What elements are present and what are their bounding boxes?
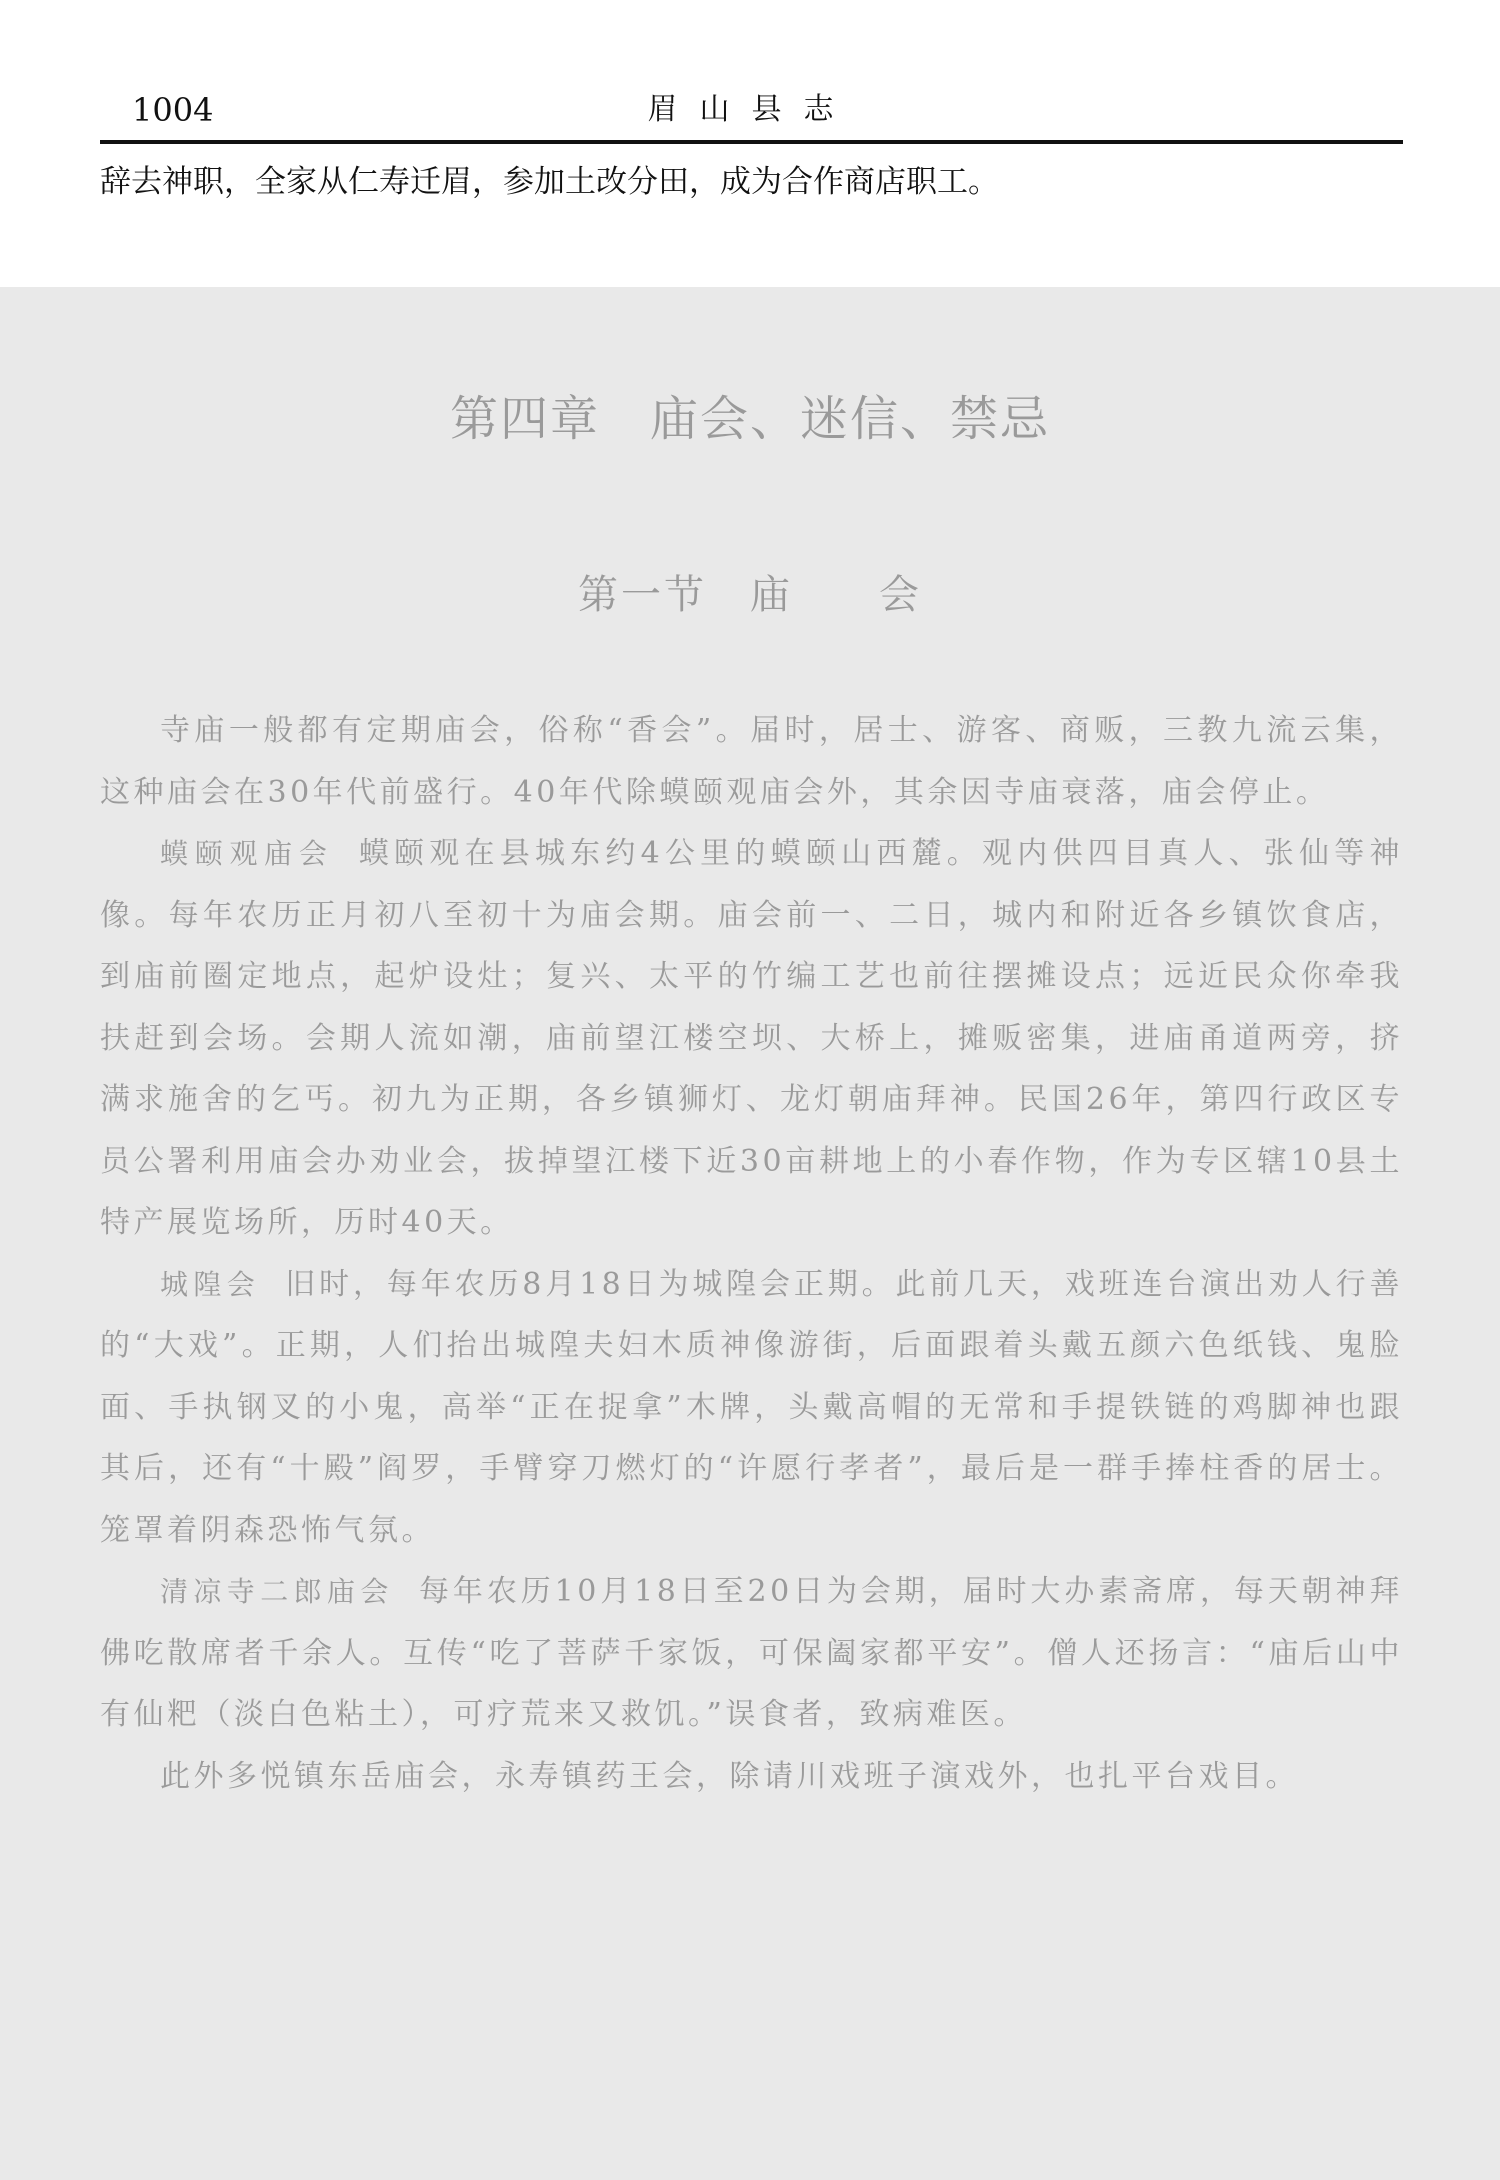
highlighted-text-region [0,287,1500,2180]
section-title: 第一节 庙 会 [578,572,922,618]
paragraph [100,1254,1403,1562]
paragraph-text: 旧时，每年农历8月18日为城隍会正期。此前几天，戏班连台演出劝人行善的“大戏”。正期，人们抬出城隍夫妇木质神像游街，后面跟着头戴五颜六色纸钱、鬼脸面、手执钢叉的小鬼，高举“正在捉拿”木牌，头戴高帽的无常和手提铁链的鸡脚神也跟其后，还有“十殿”阎罗，手臂穿刀燃灯的“许愿行孝者”，最后是一群手捧柱香的居士。笼罩着阴森恐怖气氛。 [100,1266,1403,1548]
chapter-title: 第四章 庙会、迷信、禁忌 [449,391,1050,447]
paragraph [100,1746,1403,1808]
paragraph-heading: 城隍会 [160,1267,261,1301]
paragraph-heading: 清凉寺二郎庙会 [160,1575,394,1608]
continued-paragraph: 辞去神职，全家从仁寿迁眉，参加土改分田，成为合作商店职工。 [100,164,999,200]
paragraph-text: 此外多悦镇东岳庙会，永寿镇药王会，除请川戏班子演戏外，也扎平台戏目。 [160,1758,1299,1794]
paragraph [100,1561,1403,1746]
paragraph-text: 寺庙一般都有定期庙会，俗称“香会”。届时，居士、游客、商贩，三教九流云集，这种庙会在30年代前盛行。40年代除蟆颐观庙会外，其余因寺庙衰落，庙会停止。 [100,713,1403,810]
paragraph [100,700,1403,823]
page-number: 1004 [132,91,214,129]
paragraph-heading: 蟆颐观庙会 [160,837,334,870]
paragraph-text: 每年农历10月18日至20日为会期，届时大办素斋席，每天朝神拜佛吃散席者千余人。互传“吃了菩萨千家饭，可保阖家都平安”。僧人还扬言：“庙后山中有仙粑（淡白色粘土），可疗荒来又救饥。”误食者，致病难医。 [100,1574,1403,1732]
paragraph [100,823,1403,1254]
body-text [100,700,1403,1807]
paragraph-text: 蟆颐观在县城东约4公里的蟆颐山西麓。观内供四目真人、张仙等神像。每年农历正月初八至初十为庙会期。庙会前一、二日，城内和附近各乡镇饮食店，到庙前圈定地点，起炉设灶；复兴、太平的竹编工艺也前往摆摊设点；远近民众你牵我扶赶到会场。会期人流如潮，庙前望江楼空坝、大桥上，摊贩密集，进庙甬道两旁，挤满求施舍的乞丐。初九为正期，各乡镇狮灯、龙灯朝庙拜神。民国26年，第四行政区专员公署利用庙会办劝业会，拔掉望江楼下近30亩耕地上的小春作物，作为专区辖10县土特产展览场所，历时40天。 [100,836,1403,1240]
book-title: 眉山县志 [647,92,856,127]
header-rule [100,140,1403,144]
page-header [100,88,1403,140]
